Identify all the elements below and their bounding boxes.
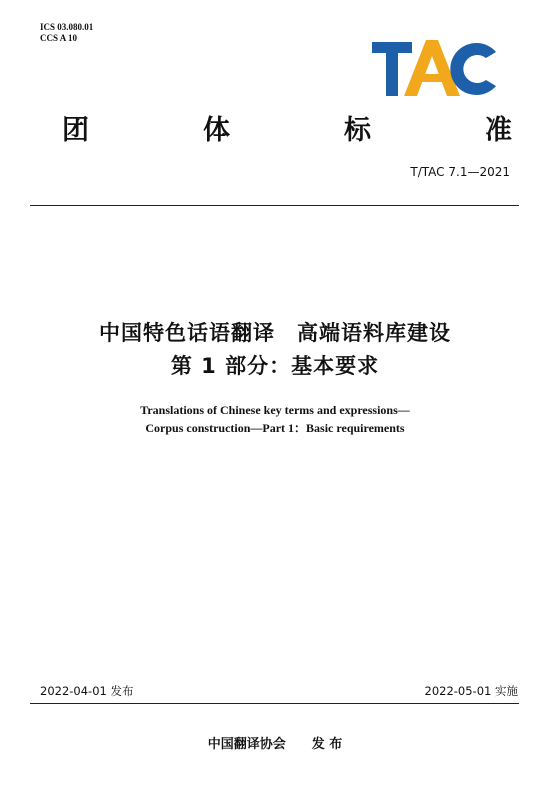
- classification-codes: [40, 22, 93, 44]
- top-divider: [30, 205, 519, 206]
- chinese-title-line-2: 第 1 部分：基本要求: [170, 354, 380, 378]
- standard-type-heading: [62, 108, 512, 144]
- publish-action: 发 布: [311, 737, 343, 752]
- heading-char-1: 团: [62, 115, 89, 146]
- english-title-line-1: Translations of Chinese key terms and expressions—: [140, 403, 410, 417]
- heading-char-2: 体: [203, 115, 230, 146]
- standard-number: T/TAC 7.1—2021: [410, 165, 510, 179]
- tac-logo-graphic: [370, 36, 500, 100]
- publisher-line: [0, 733, 550, 752]
- issue-date: 2022-04-01 发布: [40, 684, 134, 698]
- heading-char-3: 标: [344, 115, 371, 146]
- chinese-title-line-1: 中国特色话语翻译 高端语料库建设: [99, 321, 451, 345]
- tac-logo: [370, 36, 500, 100]
- ccs-code: CCS A 10: [40, 33, 78, 43]
- heading-char-4: 准: [485, 115, 512, 146]
- bottom-divider: [30, 703, 519, 704]
- date-row: [40, 683, 518, 699]
- english-title-line-2: Corpus construction—Part 1：Basic requirements: [145, 421, 405, 435]
- ics-code: ICS 03.080.01: [40, 22, 94, 32]
- publisher-name: 中国翻译协会: [207, 737, 286, 752]
- effective-date: 2022-05-01 实施: [424, 684, 518, 698]
